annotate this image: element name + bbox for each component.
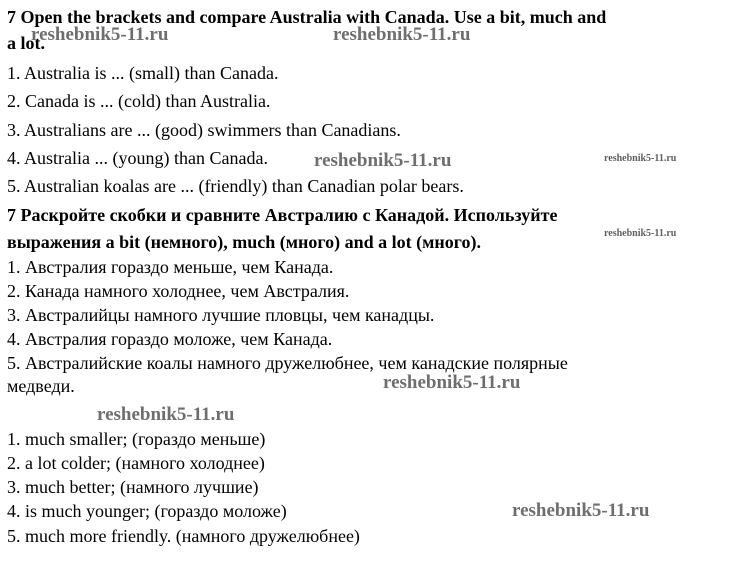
answer-4: 4. is much younger; (гораздо моложе) <box>7 501 287 521</box>
task-en-item-4: 4. Australia ... (young) than Canada. <box>7 148 268 168</box>
task-en-item-3: 3. Australians are ... (good) swimmers than Canadians. <box>7 120 401 140</box>
answer-2: 2. a lot colder; (намного холоднее) <box>7 453 265 473</box>
task-ru-title-line1: 7 Раскройте скобки и сравните Австралию с Канадой. Используйте <box>7 205 558 225</box>
watermark: reshebnik5-11.ru <box>31 24 169 45</box>
task-ru-item-4: 4. Австралия гораздо моложе, чем Канада. <box>7 329 333 349</box>
task-en-item-5: 5. Australian koalas are ... (friendly) than Canadian polar bears. <box>7 176 464 196</box>
task-en-item-2: 2. Canada is ... (cold) than Australia. <box>7 91 271 111</box>
task-ru-item-1: 1. Австралия гораздо меньше, чем Канада. <box>7 257 334 277</box>
task-ru-title-line2: выражения a bit (немного), much (много) and a lot (много). <box>7 232 481 252</box>
watermark: reshebnik5-11.ru <box>97 404 235 425</box>
task-en-item-1: 1. Australia is ... (small) than Canada. <box>7 63 279 83</box>
answer-1: 1. much smaller; (гораздо меньше) <box>7 429 266 449</box>
watermark: reshebnik5-11.ru <box>383 372 521 393</box>
task-en-title-line1: 7 Open the brackets and compare Australia with Canada. Use a bit, much and <box>7 7 607 27</box>
task-ru-item-5-part1: 5. Австралийские коалы намного дружелюбнее, чем канадские полярные <box>7 353 568 373</box>
task-en-title-line2: a lot. <box>7 33 45 53</box>
answer-5: 5. much more friendly. (намного дружелюбнее) <box>7 526 360 546</box>
watermark: reshebnik5-11.ru <box>333 24 471 45</box>
watermark: reshebnik5-11.ru <box>604 153 677 164</box>
watermark: reshebnik5-11.ru <box>512 500 650 521</box>
watermark: reshebnik5-11.ru <box>604 228 677 239</box>
task-ru-item-3: 3. Австралийцы намного лучшие пловцы, чем канадцы. <box>7 305 435 325</box>
watermark: reshebnik5-11.ru <box>314 150 452 171</box>
task-ru-item-5-part2: медведи. <box>7 376 75 396</box>
answer-3: 3. much better; (намного лучшие) <box>7 477 259 497</box>
task-ru-item-2: 2. Канада намного холоднее, чем Австралия. <box>7 281 350 301</box>
